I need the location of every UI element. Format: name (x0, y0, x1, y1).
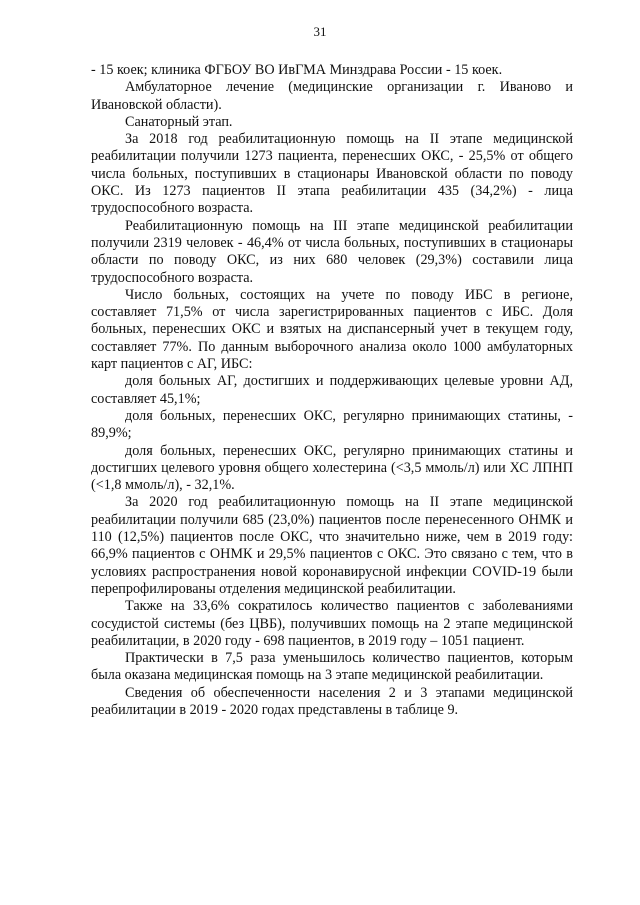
paragraph-ihd-registered: Число больных, состоящих на учете по поводу ИБС в регионе, составляет 71,5% от числа зарегистрированных пациентов с ИБС. Доля больных, перенесших ОКС и взятых на диспансерный учет в текущем году, составляет 77%. По данным выборочного анализа около 1000 амбулаторных карт пациентов с АГ, ИБС: (91, 286, 573, 373)
paragraph-outpatient-treatment: Амбулаторное лечение (медицинские организации г. Иваново и Ивановской области). (91, 79, 573, 113)
paragraph-2018-stage-2: За 2018 год реабилитационную помощь на II этапе медицинской реабилитации получили 1273 пациента, перенесших ОКС, - 25,5% от общего числа больных, поступивших в стационары Ивановской области по поводу ОКС. Из 1273 пациентов II этапа реабилитации 435 (34,2%) - лица трудоспособного возраста. (91, 131, 573, 217)
paragraph-stage-3-decrease: Практически в 7,5 раза уменьшилось количество пациентов, которым была оказана медицинская помощь на 3 этапе медицинской реабилитации. (91, 650, 573, 684)
paragraph-stage-3: Реабилитационную помощь на III этапе медицинской реабилитации получили 2319 человек - 46,4% от числа больных, поступивших в стационары области по поводу ОКС, из них 680 человек (29,3%) составили лица трудоспособного возраста. (91, 217, 573, 286)
list-item-ag-target: доля больных АГ, достигших и поддерживающих целевые уровни АД, составляет 45,1%; (91, 373, 573, 407)
paragraph-table-reference: Сведения об обеспеченности населения 2 и 3 этапами медицинской реабилитации в 2019 - 2020 годах представлены в таблице 9. (91, 684, 573, 718)
list-item-statins: доля больных, перенесших ОКС, регулярно принимающих статины, - 89,9%; (91, 407, 573, 442)
paragraph-beds-continuation: - 15 коек; клиника ФГБОУ ВО ИвГМА Минздрава России - 15 коек. (91, 62, 503, 78)
list-item-statins-cholesterol: доля больных, перенесших ОКС, регулярно принимающих статины и достигших целевого уровня общего холестерина (<3,5 ммоль/л) или ХС ЛПНП (<1,8 ммоль/л), - 32,1%. (91, 442, 573, 494)
page-number: 31 (313, 24, 327, 39)
paragraph-sanatorium-stage: Санаторный этап. (125, 113, 233, 130)
paragraph-2020-stage-2: За 2020 год реабилитационную помощь на II этапе медицинской реабилитации получили 685 (23,0%) пациентов после перенесенного ОНМК и 110 (12,5%) пациентов после ОКС, что значительно ниже, чем в 2019 году: 66,9% пациентов с ОНМК и 29,5% пациентов с ОКС. Это связано с тем, что в условиях распространения новой коронавирусной инфекции COVID-19 были перепрофилированы отделения медицинской реабилитации. (91, 494, 573, 597)
document-body (91, 62, 573, 719)
paragraph-vascular-decrease: Также на 33,6% сократилось количество пациентов с заболеваниями сосудистой системы (без ЦВБ), получивших помощь на 2 этапе медицинской реабилитации, в 2020 году - 698 пациентов, в 2019 году – 1051 пациент. (91, 598, 573, 649)
